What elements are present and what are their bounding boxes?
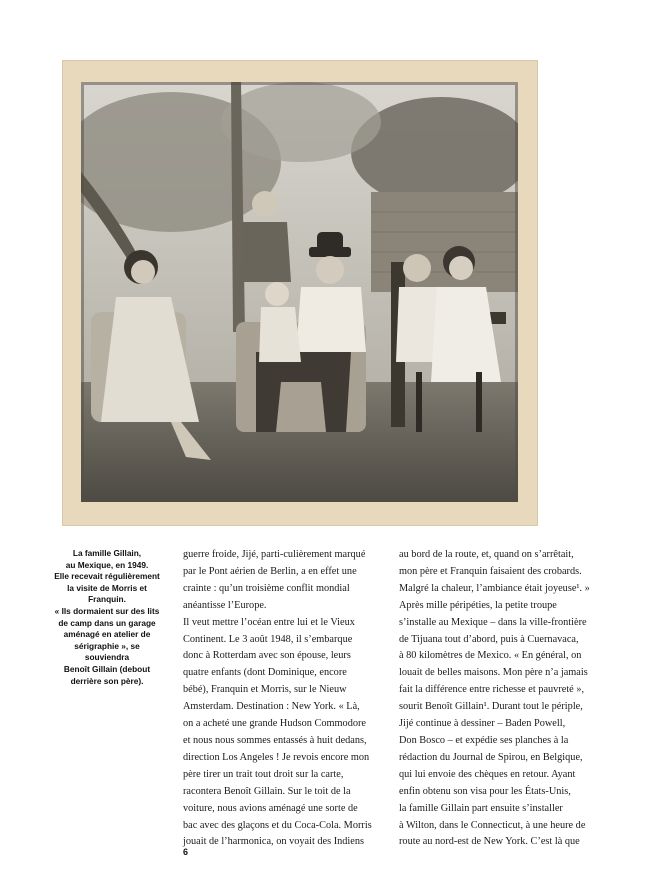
- body-line: bac avec des glaçons et du Coca-Cola. Morris: [183, 819, 372, 831]
- body-line: guerre froide, Jijé, parti-culièrement marqué: [183, 549, 366, 560]
- body-text-column-2: [399, 547, 609, 851]
- body-line: route au nord-est de New York. C’est là que: [399, 836, 580, 848]
- body-line: bébé), Franquin et Morris, sur le Nieuw: [183, 684, 347, 696]
- family-photo-illustration: [81, 82, 518, 502]
- body-line: direction Los Angeles ! Je revois encore mon: [183, 751, 370, 763]
- body-line: Jijé continue à dessiner – Baden Powell,: [399, 718, 566, 730]
- caption-line: derrière son père).: [70, 675, 144, 686]
- body-line: Il veut mettre l’océan entre lui et le Vieux: [183, 616, 355, 628]
- body-line: on a acheté une grande Hudson Commodore: [183, 718, 367, 730]
- caption-line: La famille Gillain,: [72, 548, 142, 558]
- photo-caption: [52, 548, 162, 687]
- body-line: enfin obtenu son visa pour les États-Unis,: [399, 785, 571, 797]
- caption-line: Elle recevait régulièrement: [54, 571, 160, 582]
- body-line: père tirer un trait tout droit sur la carte,: [183, 768, 344, 780]
- page-number: 6: [183, 847, 189, 857]
- caption-line: la visite de Morris et Franquin.: [67, 582, 147, 605]
- body-line: quatre enfants (dont Dominique, encore: [183, 667, 347, 679]
- body-line: qui lui envoie des chèques en retour. Ayant: [399, 768, 576, 780]
- caption-line: au Mexique, en 1949.: [65, 559, 149, 570]
- body-line: mon père et Franquin faisaient des crobards.: [399, 565, 582, 577]
- family-photograph: [81, 82, 518, 502]
- photo-mount: [62, 60, 538, 526]
- caption-line: sérigraphie », se souviendra: [74, 640, 140, 663]
- body-line: s’installe au Mexique – dans la ville-frontière: [399, 616, 587, 628]
- caption-line: Benoît Gillain (debout: [63, 663, 151, 674]
- body-line: et nous nous sommes entassés à huit dedans,: [183, 734, 367, 746]
- body-line: Continent. Le 3 août 1948, il s’embarque: [183, 633, 353, 645]
- body-line: rédaction du Journal de Spirou, en Belgique,: [399, 751, 583, 763]
- body-line: à 80 kilomètres de Mexico. « En général, on: [399, 650, 582, 662]
- body-line: Après mille péripéties, la petite troupe: [399, 599, 557, 611]
- body-line: par le Pont aérien de Berlin, a en effet une: [183, 565, 357, 577]
- body-line: anéantisse l’Europe.: [183, 599, 267, 611]
- body-line: louait de belles maisons. Mon père n’a jamais: [399, 667, 588, 679]
- caption-line: aménagé en atelier de: [63, 629, 151, 640]
- body-line: racontera Benoît Gillain. Sur le toit de la: [183, 785, 351, 797]
- body-line: de Tijuana tout d’abord, puis à Cuernavaca,: [399, 633, 579, 645]
- body-text-column-1: [183, 547, 393, 851]
- caption-line: de camp dans un garage: [58, 617, 156, 628]
- body-line: jouait de l’harmonica, on voyait des Indiens: [183, 836, 365, 848]
- body-line: à Wilton, dans le Connecticut, à une heure de: [399, 819, 586, 831]
- body-line: sourit Benoît Gillain¹. Durant tout le périple,: [399, 701, 583, 713]
- body-line: au bord de la route, et, quand on s’arrêtait,: [399, 549, 574, 560]
- body-line: donc à Rotterdam avec son épouse, leurs: [183, 650, 351, 662]
- body-line: voiture, nous avions aménagé une sorte de: [183, 802, 358, 814]
- body-line: Malgré la chaleur, l’ambiance était joyeuse¹. »: [399, 582, 590, 594]
- body-line: Don Bosco – et expédie ses planches à la: [399, 734, 569, 746]
- body-line: crainte : qu’un troisième conflit mondial: [183, 582, 350, 594]
- body-line: fait la différence entre richesse et pauvreté »,: [399, 684, 585, 696]
- body-line: la famille Gillain part ensuite s’installer: [399, 802, 563, 814]
- body-line: Amsterdam. Destination : New York. « Là,: [183, 701, 360, 713]
- caption-line: « Ils dormaient sur des lits: [54, 605, 160, 616]
